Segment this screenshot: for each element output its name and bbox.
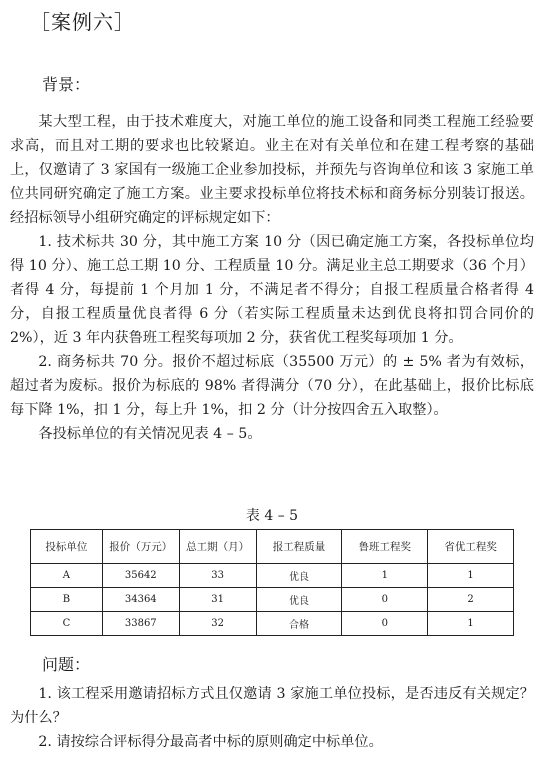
table-cell: 1	[428, 612, 514, 636]
table-cell: 优良	[256, 588, 342, 612]
table-row	[31, 564, 514, 588]
table-cell: 1	[342, 564, 428, 588]
table-header-row	[31, 530, 514, 564]
table-caption: 表 4 – 5	[245, 508, 299, 524]
paragraph-intro: 某大型工程，由于技术难度大，对施工单位的施工设备和同类工程施工经验要求高，而且对工期的要求也比较紧迫。业主在对有关单位和在建工程考察的基础上，仅邀请了 3 家国有一级施工企业参加投标，并预先与咨询单位和该 3 家施工单位共同研究确定了施工方案。业主要求投标单位将技术标和商务标分别装订报送。经招标领导小组研究确定的评标规定如下：	[10, 114, 534, 226]
table-header-cell: 总工期（月）	[179, 530, 256, 564]
table-cell: A	[31, 564, 103, 588]
case-title: ［案例六］	[30, 10, 135, 34]
bid-table	[30, 529, 514, 636]
paragraph-table-reference: 各投标单位的有关情况见表 4 – 5。	[38, 426, 262, 442]
table-cell: 0	[342, 588, 428, 612]
table-header-cell: 投标单位	[31, 530, 103, 564]
table-cell: 33867	[102, 612, 179, 636]
table-row	[31, 588, 514, 612]
questions-heading: 问题：	[42, 655, 91, 674]
background-heading: 背景：	[42, 75, 91, 94]
table-cell: 35642	[102, 564, 179, 588]
table-header-cell: 鲁班工程奖	[342, 530, 428, 564]
table-cell: 0	[342, 612, 428, 636]
table-cell: 34364	[102, 588, 179, 612]
questions-list	[10, 682, 534, 754]
table-cell: 1	[428, 564, 514, 588]
table-cell: 33	[179, 564, 256, 588]
table-header-cell: 省优工程奖	[428, 530, 514, 564]
table-cell: B	[31, 588, 103, 612]
paragraph-commercial-rules: 2. 商务标共 70 分。报价不超过标底（35500 万元）的 ± 5% 者为有效标，超过者为废标。报价为标底的 98% 者得满分（70 分），在此基础上，报价比标底每下降 1%，扣 1 分，每上升 1%，扣 2 分（计分按四舍五入取整）。	[10, 354, 534, 418]
background-body	[10, 110, 534, 446]
question-item: 2. 请按综合评标得分最高者中标的原则确定中标单位。	[38, 734, 383, 750]
table-header-cell: 报价（万元）	[102, 530, 179, 564]
question-item: 1. 该工程采用邀请招标方式且仅邀请 3 家施工单位投标，是否违反有关规定？为什么？	[10, 686, 534, 726]
table-cell: 31	[179, 588, 256, 612]
table-cell: 2	[428, 588, 514, 612]
table-row	[31, 612, 514, 636]
table-header-cell: 报工程质量	[256, 530, 342, 564]
table-cell: 合格	[256, 612, 342, 636]
table-cell: C	[31, 612, 103, 636]
paragraph-technical-rules: 1. 技术标共 30 分，其中施工方案 10 分（因已确定施工方案，各投标单位均得 10 分）、施工总工期 10 分、工程质量 10 分。满足业主总工期要求（36 个月）者得 4 分，每提前 1 个月加 1 分，不满足者不得分；自报工程质量合格者得 4 分，自报工程质量优良者得 6 分（若实际工程质量未达到优良将扣罚合同价的 2%），近 3 年内获鲁班工程奖每项加 2 分，获省优工程奖每项加 1 分。	[10, 234, 534, 346]
table-cell: 32	[179, 612, 256, 636]
table-cell: 优良	[256, 564, 342, 588]
